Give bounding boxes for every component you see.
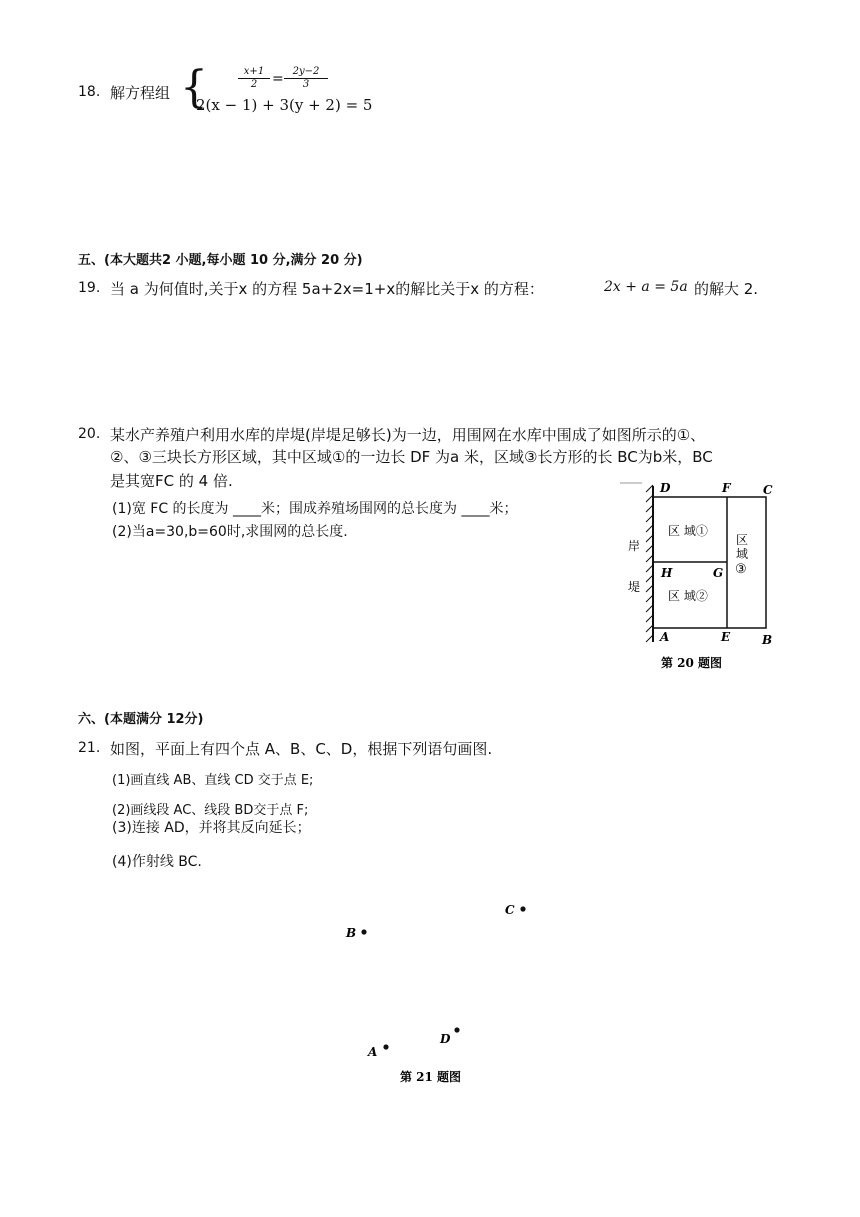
eq1-lhs-numerator: x+1	[243, 66, 265, 77]
point-D	[454, 1027, 459, 1032]
label-C: C	[763, 483, 773, 497]
figure-20	[620, 478, 790, 678]
eq1-rhs-denominator: 3	[284, 78, 328, 90]
eq1-equals: =	[272, 71, 284, 87]
region-3-char-3: ③	[735, 562, 747, 577]
system-brace: {	[180, 62, 208, 113]
point-C	[520, 906, 525, 911]
q20-line-2: ②、③三块长方形区域，其中区域①的一边长 DF 为a 米，区域③长方形的长 BC为b米，BC	[110, 448, 713, 466]
region-3-char-1: 区	[736, 533, 749, 547]
q19-math: 2x + a = 5a	[604, 279, 688, 295]
bank-char-1: 岸	[628, 539, 641, 553]
q21-sub-1: (1)画直线 AB、直线 CD 交于点 E;	[112, 773, 314, 788]
label-A: A	[660, 630, 670, 644]
label-E: E	[721, 630, 731, 644]
q21-text: 如图，平面上有四个点 A、B、C、D，根据下列语句画图.	[110, 740, 493, 758]
label-F: F	[722, 481, 731, 495]
label-B: B	[762, 633, 773, 647]
q21-sub-4: (4)作射线 BC.	[112, 854, 202, 870]
point-C-label: C	[505, 903, 515, 917]
figure-21	[330, 890, 550, 1090]
point-B	[361, 929, 366, 934]
q20-sub-1: (1)宽 FC 的长度为 ____米；围成养殖场围网的总长度为 ____米；	[112, 501, 518, 517]
region-1-label: 区 域①	[668, 524, 708, 538]
section-5-title: 五、(本大题共2 小题,每小题 10 分,满分 20 分)	[78, 253, 363, 268]
q18-text: 解方程组	[110, 84, 171, 102]
point-B-label: B	[346, 926, 357, 940]
eq1-lhs-denominator: 2	[238, 78, 270, 90]
q21-sub-3: (3)连接 AD，并将其反向延长；	[112, 820, 311, 836]
q19-tail: 的解大 2.	[694, 280, 759, 298]
q19-text: 当 a 为何值时,关于x 的方程 5a+2x=1+x的解比关于x 的方程：	[110, 280, 544, 298]
q20-number: 20.	[78, 426, 101, 442]
q20-sub-2: (2)当a=30,b=60时,求围网的总长度.	[112, 524, 348, 540]
q18-number: 18.	[78, 84, 101, 100]
region-2-label: 区 域②	[668, 589, 708, 603]
q21-sub-2: (2)画线段 AC、线段 BD交于点 F;	[112, 803, 309, 818]
q20-line-3: 是其宽FC 的 4 倍.	[110, 472, 233, 490]
bank-char-2: 堤	[628, 580, 641, 594]
label-G: G	[713, 566, 724, 580]
eq1-rhs-numerator: 2y−2	[292, 66, 320, 77]
point-D-label: D	[440, 1032, 451, 1046]
q19-number: 19.	[78, 280, 101, 296]
q18-equation-2: 2(x − 1) + 3(y + 2) = 5	[196, 96, 373, 114]
section-6-title: 六、(本题满分 12分)	[78, 712, 204, 727]
label-H: H	[661, 566, 673, 580]
figure-21-caption: 第 21 题图	[400, 1070, 462, 1084]
point-A-label: A	[368, 1045, 378, 1059]
label-D: D	[660, 481, 671, 495]
q20-line-1: 某水产养殖户利用水库的岸堤(岸堤足够长)为一边，用围网在水库中围成了如图所示的①、	[110, 426, 706, 444]
region-3-char-2: 域	[736, 547, 749, 561]
point-A	[383, 1044, 388, 1049]
figure-20-caption: 第 20 题图	[661, 656, 723, 670]
bank-hatching	[646, 485, 653, 642]
q21-number: 21.	[78, 740, 101, 756]
